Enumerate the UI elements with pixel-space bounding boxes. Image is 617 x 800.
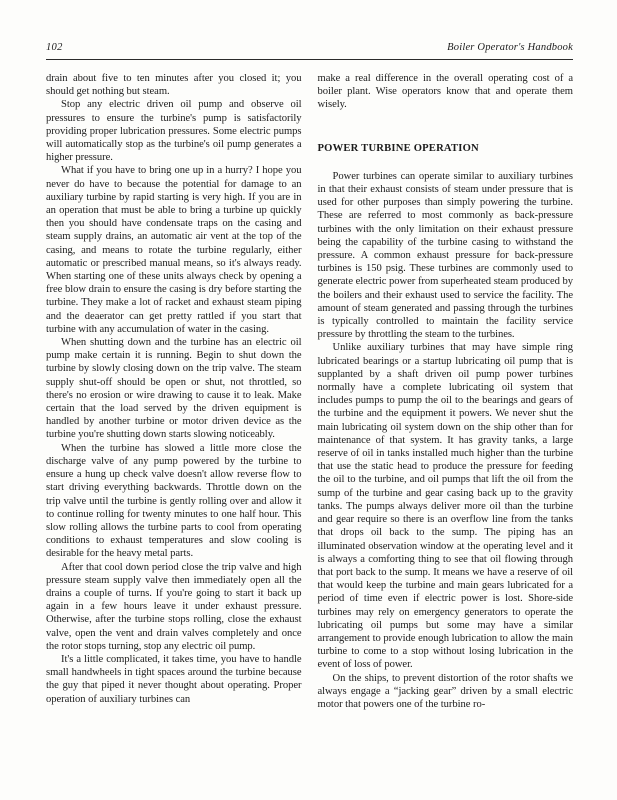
paragraph: Unlike auxiliary turbines that may have simple ring lubricated bearings or a startup lubricating oil pump that is supplanted by a shaft driven oil pump power turbines normally have a complete lubricating oil system that includes pumps to pump the oil to the bearings and gears of the turbine and the equipment it powers. We never shut the main lubricating oil system down on the ship other than for maintenance of that system. It has gravity tanks, a large reserve of oil in tanks installed much higher than the turbine that use the static head to produce the pressure for feeding the oil to the turbine, and oil pumps that lift the oil from the sump of the turbine and gear casing back up to the gravity tanks. The pumps always deliver more oil than the turbine and gear require so there is an overflow line from the tanks that drops oil back to the sump. The piping has an illuminated observation window at the operating level and it is always a comforting thing to see that oil flowing through that port back to the sump. It means we have a reserve of oil that would keep the turbine and main gears lubricated for a period of time even if electric power is lost. Shore-side turbines may rely on emergency generators to operate the lubricating oil pumps but some may have a similar arrangement to provide enough lubrication to allow the main turbine to come to a stop without losing lubrication in the event of loss of power. <box>317 342 573 671</box>
paragraph: When the turbine has slowed a little more close the discharge valve of any pump powered by the turbine to ensure a hung up check valve doesn't allow reverse flow to start driving everything backwards. Throttle down on the trip valve until the turbine is gently rolling over and allow it to continue rolling for twenty minutes to one half hour. This slow rolling allows the turbine parts to cool from operating conditions to exhaust temperatures and slow cooling is desirable for the heavy metal parts. <box>46 442 302 560</box>
two-column-body <box>46 72 573 711</box>
left-column <box>46 72 302 711</box>
section-heading: POWER TURBINE OPERATION <box>317 142 479 154</box>
page-header <box>46 42 573 60</box>
paragraph: On the ships, to prevent distortion of the rotor shafts we always engage a “jacking gear” driven by a small electric motor that powers one of the turbine ro- <box>317 672 573 710</box>
paragraph: Stop any electric driven oil pump and observe oil pressures to ensure the turbine's pump is satisfactorily providing proper lubrication pressures. Some electric pumps will automatically stop as the turbine's oil pump generates a higher pressure. <box>46 99 302 164</box>
paragraph: It's a little complicated, it takes time, you have to handle small handwheels in tight spaces around the turbine because the guy that piped it never thought about operating. Proper operation of auxiliary turbines can <box>46 653 302 705</box>
paragraph: After that cool down period close the trip valve and high pressure steam supply valve then immediately open all the drains a couple of turns. If you're going to start it back up again in a few hours leave it under exhaust pressure. Otherwise, after the turbine stops rolling, close the exhaust valve, open the vent and drain valves completely and once the rotor stops turning, stop any electric oil pump. <box>46 561 302 652</box>
paragraph: drain about five to ten minutes after you closed it; you should get nothing but steam. <box>46 73 302 98</box>
paragraph: What if you have to bring one up in a hurry? I hope you never do have to because the potential for damage to an auxiliary turbine by rapid starting is very high. If you are in an operation that must be able to bring a turbine up quickly then you should have condensate traps on the casing and steam supply drains, an automatic air vent at the top of the casing, and means to rotate the turbine regularly, either automatic or prescribed manual means, so it's always ready. When starting one of these units always check by opening a free blow drain to ensure the casing is dry before starting the turbine. They make a lot of racket and exhaust steam piping and the deaerator can get pretty rattled if you start that turbine with any accumulation of water in the casing. <box>46 165 302 335</box>
running-head-book-title: Boiler Operator's Handbook <box>447 42 573 53</box>
paragraph: When shutting down and the turbine has an electric oil pump make certain it is running. Begin to shut down the turbine by slowly closing down on the trip valve. The steam supply shut-off should be open or shut, not throttled, so there's no erosion or wire drawing to cause it to leak. Make certain that the load served by the driven equipment is handled by another turbine or motor driven device as the turbine you're shutting down starts slowing noticeably. <box>46 337 302 441</box>
page-number: 102 <box>46 42 63 53</box>
right-column <box>318 72 574 711</box>
paragraph: Power turbines can operate similar to auxiliary turbines in that their exhaust consists of steam under pressure that is used for other purposes than simply powering the turbine. These are referred to most commonly as back-pressure turbines with the only limitation on their exhaust pressure being the capability of the turbine casing to withstand the pressure. A common exhaust pressure for back-pressure turbines is 150 psig. These turbines are commonly used to generate electric power from superheated steam produced by the boilers and their exhaust used to service the facility. The amount of steam generated and passing through the turbines is typically controlled to maintain the facility service pressure by throttling the steam to the turbines. <box>317 170 573 341</box>
paragraph: make a real difference in the overall operating cost of a boiler plant. Wise operators know that and operate them wisely. <box>317 73 573 111</box>
